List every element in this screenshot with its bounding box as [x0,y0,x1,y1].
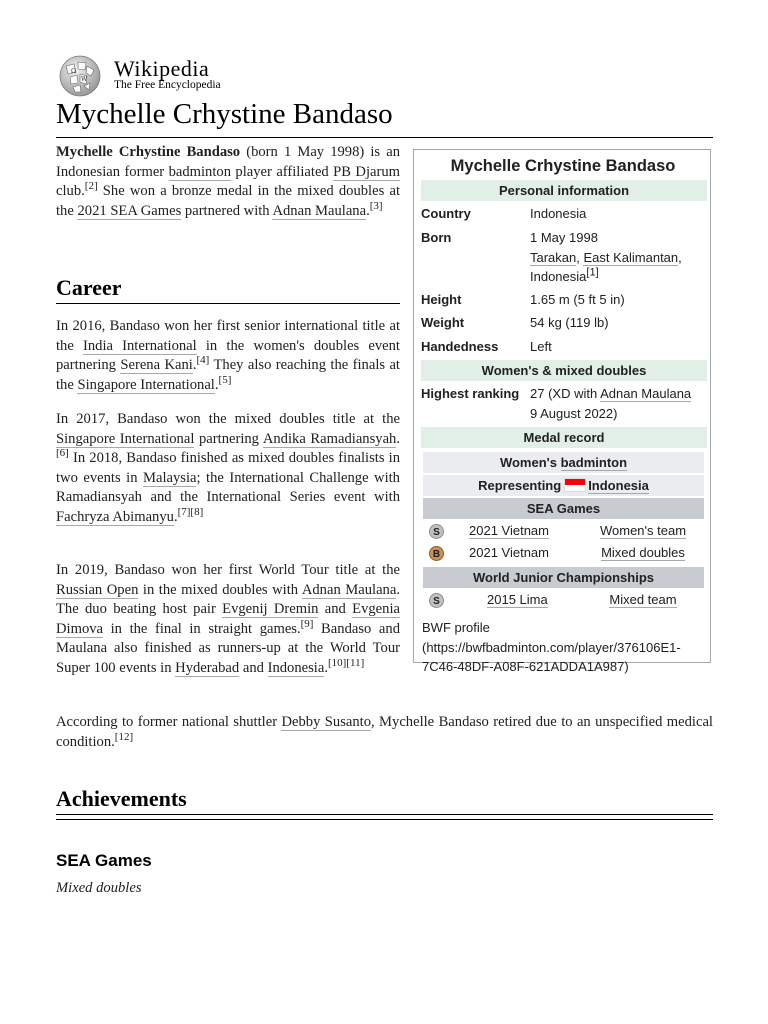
sea-games-heading: SEA Games [56,851,152,870]
born-label: Born [421,230,452,245]
ref-5[interactable]: [5] [218,373,232,386]
ref-7-8[interactable]: [7][8] [177,506,204,519]
link-singapore-international[interactable]: Singapore International [56,430,195,447]
medal-event[interactable]: Women's team [599,523,687,538]
svg-text:W: W [81,76,88,83]
event-label: Mixed doubles [56,880,142,896]
country-value: Indonesia [530,206,587,221]
lead-text: club. [56,183,85,200]
page-title: Mychelle Crhystine Bandaso [56,98,393,130]
womens-badminton-row [423,452,704,473]
infobox-title: Mychelle Crhystine Bandaso [450,157,676,175]
link-indonesia[interactable]: Indonesia [267,659,325,676]
body-text: . [396,430,400,447]
link-pb-djarum[interactable]: PB Djarum [333,163,400,180]
lead-text: player affiliated [231,163,334,180]
body-text: . [214,376,219,393]
link-indonesia[interactable]: Indonesia [588,478,649,493]
link-adnan-maulana[interactable]: Adnan Maulana [600,386,692,401]
ref-3[interactable]: [3] [369,199,383,212]
medal-event[interactable]: Mixed doubles [601,545,685,560]
achievements-divider [56,814,713,820]
career-divider [56,303,400,304]
career-paragraph-2 [56,410,400,528]
representing-row [423,475,704,496]
body-text: . The duo beating host pair [56,581,400,618]
ref-4[interactable]: [4] [196,354,210,367]
medal-event[interactable]: Mixed team [609,592,677,607]
weight-value: 54 kg (119 lb) [530,315,609,330]
achievements-heading: Achievements [56,786,187,811]
body-text: According to former national shuttler [56,714,282,730]
wikipedia-wordmark: Wikipedia [114,56,210,81]
lead-text: partnered with [181,202,273,219]
silver-medal-icon: S [429,593,444,608]
bronze-medal-icon: B [429,546,444,561]
height-value: 1.65 m (5 ft 5 in) [530,292,625,307]
link-2021-sea-games[interactable]: 2021 SEA Games [77,202,182,219]
medal-place: 2021 Vietnam [469,545,549,560]
body-text: and [318,601,353,618]
title-divider [56,137,713,138]
personal-info-header: Personal information [421,180,707,201]
body-text: Bandaso and Maulana also finished as runners-up at the World Tour Super 100 events in [56,620,400,676]
bwf-profile-link[interactable]: BWF profile (https://bwfbadminton.com/player/376106E1-7C46-48DF-A08F-621ADDA1A987) [422,620,681,674]
ref-12[interactable]: [12] [114,731,134,744]
indonesia-flag-icon [564,478,586,492]
medal-place[interactable]: 2015 Lima [487,592,548,607]
body-text: in the mixed doubles with [138,581,302,598]
svg-text:Ω: Ω [71,68,76,75]
handedness-value: Left [530,339,552,354]
link-hyderabad[interactable]: Hyderabad [175,659,240,676]
link-andika-ramadiansyah[interactable]: Andika Ramadiansyah [262,430,397,447]
separator: , [576,249,584,265]
link-tarakan[interactable]: Tarakan [530,249,577,265]
wikipedia-header[interactable] [56,54,316,98]
representing-label: Representing [478,478,562,493]
doubles-header: Women's & mixed doubles [421,360,707,381]
country-label: Country [421,206,471,221]
career-paragraph-3 [56,561,400,679]
silver-medal-icon: S [429,524,444,539]
link-debby-susanto[interactable]: Debby Susanto [281,714,371,730]
link-fachryza-abimanyu[interactable]: Fachryza Abimanyu [56,508,174,525]
subject-name: Mychelle Crhystine Bandaso [56,144,241,160]
ref-10-11[interactable]: [10][11] [327,657,365,670]
medal-place[interactable]: 2021 Vietnam [469,523,549,538]
link-serena-kani[interactable]: Serena Kani [120,357,193,374]
body-text: They also reaching the finals at the [56,357,400,393]
body-text: In 2018, Bandaso finished as mixed doubles finalists in two events in [56,450,400,486]
born-date: 1 May 1998 [530,230,598,245]
link-india-international[interactable]: India International [83,337,197,354]
body-text: , Mychelle Bandaso retired due to an unspecified medical condition. [56,714,713,750]
born-value [530,228,706,287]
ref-9[interactable]: [9] [300,617,314,630]
body-text: . [192,357,197,374]
wikipedia-tagline: The Free Encyclopedia [114,79,221,91]
career-paragraph-1 [56,317,400,395]
height-label: Height [421,292,462,307]
lead-paragraph [56,143,400,221]
body-text: and [239,659,268,676]
medal-row [423,590,704,612]
wjc-header: World Junior Championships [423,567,704,588]
body-text: . [173,508,178,525]
link-evgenia-dimova[interactable]: Evgenia Dimova [56,601,400,637]
ref-1[interactable]: [1] [586,266,599,279]
ranking-value [530,384,706,423]
body-text: ; the International Challenge with Ramadiansyah and the International Series event with [56,469,400,506]
link-russian-open[interactable]: Russian Open [56,581,139,598]
link-evgenij-dremin[interactable]: Evgenij Dremin [222,601,319,618]
body-text: in the women's doubles event partnering [56,337,400,374]
ref-6[interactable]: [6] [56,447,69,460]
career-heading: Career [56,275,122,300]
link-singapore-international[interactable]: Singapore International [77,376,215,393]
sea-games-header: SEA Games [423,498,704,519]
lead-text: (born 1 May 1998) is an Indonesian former [56,144,400,180]
body-text: in the final in straight games. [103,620,301,637]
infobox [413,149,711,674]
lead-text: She won a bronze medal in the mixed doubles at the [56,183,400,219]
medal-record-header: Medal record [421,427,707,448]
body-text: partnering [194,430,263,447]
link-badminton[interactable]: badminton [168,163,232,180]
medal-row [423,543,704,565]
body-text: In 2019, Bandaso won her first World Tour title at the [56,562,400,578]
body-text: . [324,659,328,676]
ranking-text: 27 (XD with [530,386,601,401]
womens-text: Women's [499,455,561,470]
lead-text: . [366,202,370,219]
career-paragraph-4 [56,712,713,752]
link-badminton[interactable]: badminton [560,455,628,470]
medal-row [423,521,704,543]
link-adnan-maulana[interactable]: Adnan Maulana [301,581,397,598]
link-adnan-maulana[interactable]: Adnan Maulana [272,202,367,219]
ranking-label: Highest ranking [421,386,520,401]
handedness-label: Handedness [421,339,499,354]
weight-label: Weight [421,315,465,330]
link-east-kalimantan[interactable]: East Kalimantan [583,249,679,265]
ranking-date: 9 August 2022) [530,405,618,421]
link-malaysia[interactable]: Malaysia [142,469,197,486]
wikipedia-globe-icon [56,54,104,98]
body-text: In 2017, Bandaso won the mixed doubles title at the [56,411,400,427]
body-text: In 2016, Bandaso won her first senior international title at the [56,318,400,354]
ref-2[interactable]: [2] [84,180,98,193]
born-country: , Indonesia [530,249,682,284]
